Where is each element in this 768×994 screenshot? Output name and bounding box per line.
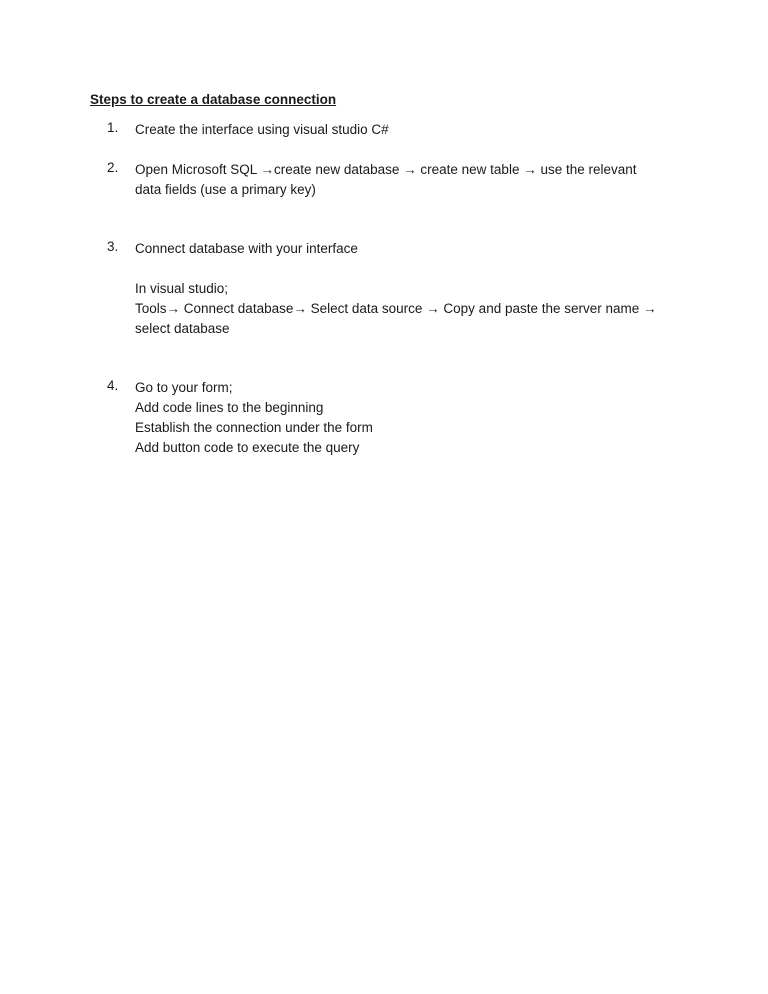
- step-text: In visual studio;: [135, 281, 229, 296]
- step-text: Add button code to execute the query: [135, 440, 360, 455]
- step-number: 3.: [107, 239, 119, 254]
- step-text: Open Microsoft SQL →create new database → create new table → use the relevant: [135, 162, 637, 177]
- step-number: 4.: [107, 378, 119, 393]
- step-text: Establish the connection under the form: [135, 420, 373, 435]
- document-title: Steps to create a database connection: [90, 92, 337, 107]
- step-text: Tools→ Connect database→ Select data source → Copy and paste the server name →: [135, 301, 657, 316]
- step-text: Go to your form;: [135, 380, 233, 395]
- step-number: 2.: [107, 160, 119, 175]
- step-number: 1.: [107, 120, 119, 135]
- step-text: data fields (use a primary key): [135, 182, 316, 197]
- step-text: Create the interface using visual studio C#: [135, 122, 389, 137]
- step-text: select database: [135, 321, 230, 336]
- step-text: [135, 259, 657, 279]
- step-text: Add code lines to the beginning: [135, 400, 324, 415]
- step-text: Connect database with your interface: [135, 241, 358, 256]
